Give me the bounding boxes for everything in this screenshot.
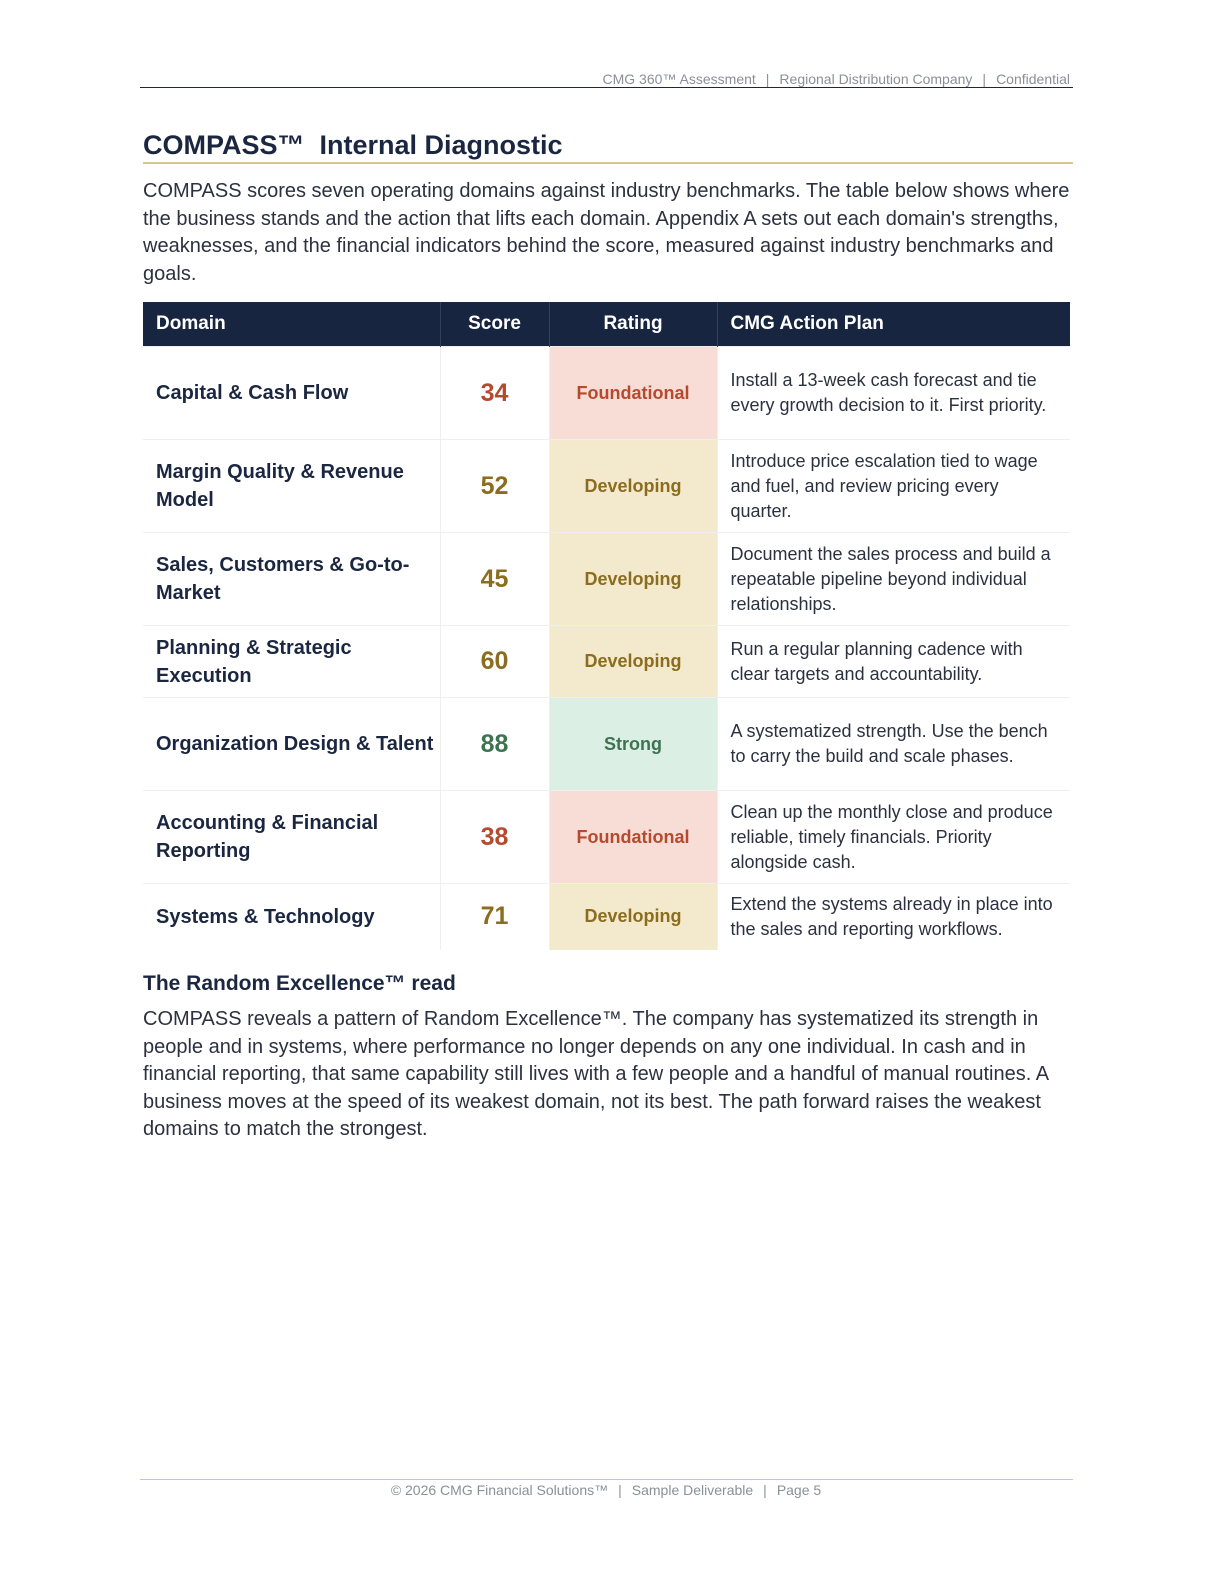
header-separator: | <box>765 71 770 87</box>
title-rule <box>143 162 1073 164</box>
domain-cell: Systems & Technology <box>143 884 440 950</box>
table-row <box>143 347 1070 440</box>
table-header-row <box>143 302 1070 347</box>
table-row <box>143 533 1070 626</box>
rating-cell: Developing <box>549 440 717 533</box>
domain-cell: Organization Design & Talent <box>143 698 440 791</box>
page-number: Page 5 <box>776 1482 822 1498</box>
table-row <box>143 884 1070 950</box>
column-header-domain: Domain <box>143 302 440 347</box>
action-plan-cell: Document the sales process and build a repeatable pipeline beyond individual relationships. <box>717 533 1070 626</box>
action-plan-cell: Clean up the monthly close and produce reliable, timely financials. Priority alongside cash. <box>717 791 1070 884</box>
running-footer <box>0 1482 1212 1498</box>
intro-paragraph: COMPASS scores seven operating domains against industry benchmarks. The table below shows where the business stands and the action that lifts each domain. Appendix A sets out each domain's strengths, weaknesses, and the financial indicators behind the score, measured against industry benchmarks and goals. <box>143 180 1070 285</box>
rating-cell: Developing <box>549 884 717 950</box>
compass-table <box>143 302 1070 950</box>
action-plan-cell: A systematized strength. Use the bench to carry the build and scale phases. <box>717 698 1070 791</box>
score-cell: 88 <box>440 698 549 791</box>
action-plan-cell: Install a 13-week cash forecast and tie every growth decision to it. First priority. <box>717 347 1070 440</box>
domain-cell: Accounting & Financial Reporting <box>143 791 440 884</box>
footer-rule <box>140 1479 1073 1480</box>
action-plan-cell: Run a regular planning cadence with clear targets and accountability. <box>717 626 1070 698</box>
score-cell: 71 <box>440 884 549 950</box>
rating-cell: Strong <box>549 698 717 791</box>
header-confidential: Confidential <box>996 71 1070 87</box>
column-header-score: Score <box>440 302 549 347</box>
table-row <box>143 791 1070 884</box>
table-row <box>143 440 1070 533</box>
section-heading: The Random Excellence™ read <box>143 972 456 995</box>
domain-cell: Planning & Strategic Execution <box>143 626 440 698</box>
column-header-plan: CMG Action Plan <box>717 302 1070 347</box>
rating-cell: Developing <box>549 626 717 698</box>
header-separator: | <box>982 71 987 87</box>
domain-cell: Sales, Customers & Go-to-Market <box>143 533 440 626</box>
header-rule <box>140 87 1073 88</box>
table-row <box>143 698 1070 791</box>
score-cell: 52 <box>440 440 549 533</box>
rating-cell: Foundational <box>549 347 717 440</box>
random-excellence-paragraph: COMPASS reveals a pattern of Random Excellence™. The company has systematized its strength in people and in systems, where performance no longer depends on any one individual. In cash and in financial reporting, that same capability still lives with a few people and a handful of manual routines. A business moves at the speed of its weakest domain, not its best. The path forward raises the weakest domains to match the strongest. <box>143 1008 1048 1140</box>
header-assessment: CMG 360™ Assessment <box>602 71 756 87</box>
score-cell: 34 <box>440 347 549 440</box>
score-cell: 45 <box>440 533 549 626</box>
score-cell: 38 <box>440 791 549 884</box>
running-header <box>603 71 1071 87</box>
footer-label: Sample Deliverable <box>631 1482 754 1498</box>
rating-cell: Developing <box>549 533 717 626</box>
page-title: COMPASS™ Internal Diagnostic <box>143 130 563 160</box>
footer-copyright: © 2026 CMG Financial Solutions™ <box>390 1482 609 1498</box>
domain-cell: Margin Quality & Revenue Model <box>143 440 440 533</box>
table-row <box>143 626 1070 698</box>
action-plan-cell: Extend the systems already in place into the sales and reporting workflows. <box>717 884 1070 950</box>
rating-cell: Foundational <box>549 791 717 884</box>
header-company: Regional Distribution Company <box>779 71 973 87</box>
footer-separator: | <box>763 1482 767 1498</box>
column-header-rating: Rating <box>549 302 717 347</box>
footer-separator: | <box>618 1482 622 1498</box>
score-cell: 60 <box>440 626 549 698</box>
domain-cell: Capital & Cash Flow <box>143 347 440 440</box>
action-plan-cell: Introduce price escalation tied to wage and fuel, and review pricing every quarter. <box>717 440 1070 533</box>
